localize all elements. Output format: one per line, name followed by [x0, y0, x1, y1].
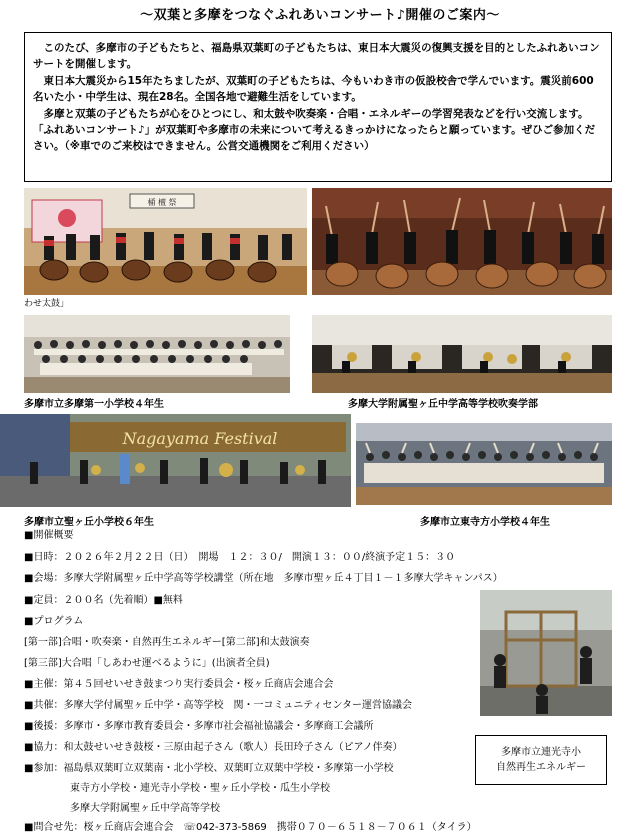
brass-band-photo — [312, 315, 612, 393]
participants-line-3: 多摩大学附属聖ヶ丘中学高等学校 — [70, 803, 220, 814]
gym-group-photo — [356, 423, 612, 505]
taiko-caption: わせ太鼓」 — [24, 299, 70, 309]
festival-band-caption: 多摩市立聖ヶ丘小学校６年生 — [24, 517, 154, 528]
brass-band-caption: 多摩大学附属聖ヶ丘中学高等学校吹奏学部 — [348, 399, 538, 410]
energy-caption-school: 多摩市立連光寺小 — [501, 747, 581, 758]
intro-paragraph-1: このたび、多摩市の子どもたちと、福島県双葉町の子どもたちは、東日本大震災の復興支援を目的としたふれあいコンサートを開催します。 — [33, 42, 600, 71]
cooperation: ■協力：和太鼓せいせき鼓桜・三原由起子さん（歌人）長田玲子さん（ピアノ伴奏） — [24, 742, 403, 753]
festival-banner-text: Nagayama Festival — [122, 429, 278, 448]
intro-box — [24, 32, 612, 182]
support: ■後援：多摩市・多摩市教育委員会・多摩市社会福祉協議会・多摩商工会議所 — [24, 721, 374, 732]
intro-paragraph-2: 東日本大震災から15年たちましたが、双葉町の子どもたちは、今もいわき市の仮設校舎で学んでいます。震災前600名いた小・中学生は、現在28名。全国各地で避難生活をしています。 — [33, 74, 594, 104]
event-capacity: ■定員：２００名（先着順）■無料 — [24, 595, 183, 606]
organizer: ■主催：第４５回せいせき鼓まつり実行委員会・桜ヶ丘商店会連合会 — [24, 679, 334, 690]
energy-experiment-photo — [480, 590, 612, 716]
program-part-1-2: [第一部]合唱・吹奏楽・自然再生エネルギー[第二部]和太鼓演奏 — [24, 637, 310, 648]
cohost: ■共催：多摩大学付属聖ヶ丘中学・高等学校 関・一コミュニティセンター運営協議会 — [24, 700, 413, 711]
festival-sign-text: 桶 檀 祭 — [147, 198, 177, 207]
gym-group-caption: 多摩市立東寺方小学校４年生 — [420, 517, 550, 528]
taiko-drummers-photo — [312, 188, 612, 295]
intro-paragraph-3: 多摩と双葉の子どもたちが心をひとつにし、和太鼓や吹奏楽・合唱・エネルギーの学習発表などを行い交流します。「ふれあいコンサート♪」が双葉町や多摩市の未来について考えるきっかけになったらと願っています。ぜひご参加ください。（※車でのご来校はできません。公営交通機関をご利用ください） — [33, 107, 596, 153]
energy-caption-topic: 自然再生エネルギー — [496, 762, 586, 773]
participants-line-1: ■参加：福島県双葉町立双葉南・北小学校、双葉町立双葉中学校・多摩第一小学校 — [24, 763, 394, 774]
event-date: ■日時：２０２６年２月２２日（日） 開場 １２：３０/ 開演１３：００/終演予定１５：３０ — [24, 552, 456, 563]
program-part-3: [第三部]大合唱「しあわせ運べるように」(出演者全員) — [24, 658, 270, 669]
event-venue: ■会場：多摩大学附属聖ヶ丘中学高等学校講堂（所在地 多摩市聖ヶ丘４丁目１－１多摩大学キャンパス） — [24, 573, 503, 584]
choir-class-photo — [24, 315, 290, 393]
festival-band-photo — [0, 414, 351, 507]
energy-caption-box — [475, 735, 607, 785]
taiko-stage-photo — [24, 188, 307, 295]
contact: ■問合せ先：桜ヶ丘商店会連合会 ☏042-373-5869 携帯０７０－６５１８－７０６１（タイラ） — [24, 822, 477, 833]
page-title: ～双葉と多摩をつなぐふれあいコンサート♪開催のご案内～ — [140, 8, 500, 23]
program-heading: ■プログラム — [24, 616, 84, 627]
participants-line-2: 東寺方小学校・連光寺小学校・聖ヶ丘小学校・瓜生小学校 — [70, 783, 330, 794]
choir-caption: 多摩市立多摩第一小学校４年生 — [24, 399, 164, 410]
overview-heading: ■開催概要 — [24, 530, 74, 541]
